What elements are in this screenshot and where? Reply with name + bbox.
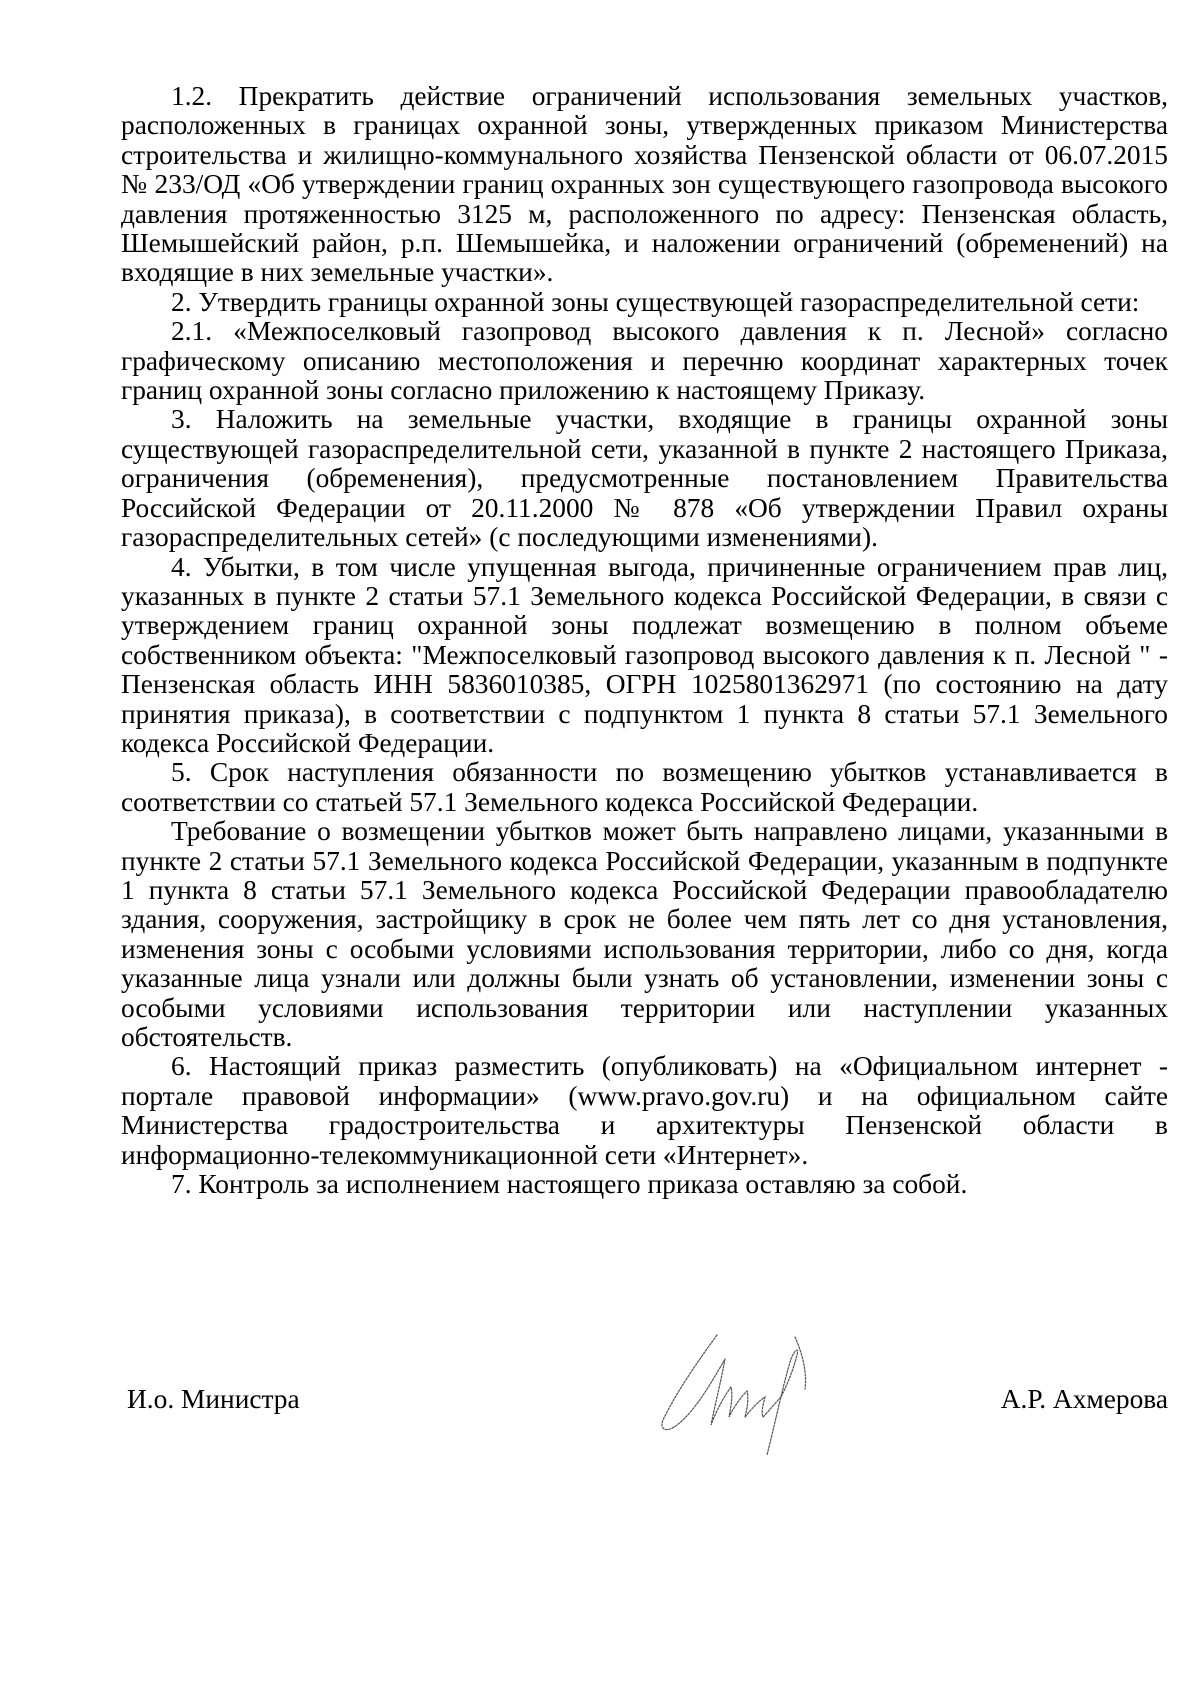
paragraph-7: 7. Контроль за исполнением настоящего приказа оставляю за собой. [171, 1169, 968, 1200]
paragraph-5: 5. Срок наступления обязанности по возмещению убытков устанавливается в соответствии со статьей 57.1 Земельного кодекса Российской Федерации. [121, 757, 1168, 817]
paragraph-3: 3. Наложить на земельные участки, входящие в границы охранной зоны существующей газораспределительной сети, указанной в пункте 2 настоящего Приказа, ограничения (обременения), предусмотренные постановлением Правительства Российской Федерации от 20.11.2000 № 878 «Об утверждении Правил охраны газораспределительных сетей» (с последующими изменениями). [121, 404, 1168, 553]
paragraph-1-2: 1.2. Прекратить действие ограничений использования земельных участков, расположенных в границах охранной зоны, утвержденных приказом Министерства строительства и жилищно-коммунального хозяйства Пензенской области от 06.07.2015 № 233/ОД «Об утверждении границ охранных зон существующего газопровода высокого давления протяженностью 3125 м, расположенного по адресу: Пензенская область, Шемышейский район, р.п. Шемышейка, и наложении ограничений (обременений) на входящие в них земельные участки». [121, 81, 1168, 288]
signature-block [121, 1385, 1168, 1435]
paragraph-2-1: 2.1. «Межпоселковый газопровод высокого давления к п. Лесной» согласно графическому описанию местоположения и перечню координат характерных точек границ охранной зоны согласно приложению к настоящему Приказу. [121, 316, 1168, 406]
signatory-position: И.о. Министра [127, 1384, 300, 1414]
paragraph-2: 2. Утвердить границы охранной зоны существующей газораспределительной сети: [171, 286, 1140, 317]
paragraph-6: 6. Настоящий приказ разместить (опубликовать) на «Официальном интернет - портале правовой информации» (www.pravo.gov.ru) и на официальном сайте Министерства градостроительства и архитектуры Пензенской области в информационно-телекоммуникационной сети «Интернет». [121, 1051, 1168, 1170]
paragraph-4: 4. Убытки, в том числе упущенная выгода, причиненные ограничением прав лиц, указанных в пункте 2 статьи 57.1 Земельного кодекса Российской Федерации, в связи с утверждением границ охранной зоны подлежат возмещению в полном объеме собственником объекта: "Межпоселковый газопровод высокого давления к п. Лесной " - Пензенская область ИНН 5836010385, ОГРН 1025801362971 (по состоянию на дату принятия приказа), в соответствии с подпунктом 1 пункта 8 статьи 57.1 Земельного кодекса Российской Федерации. [121, 551, 1168, 758]
handwritten-signature [655, 1325, 845, 1475]
document-body [121, 82, 1168, 1199]
paragraph-5-claim: Требование о возмещении убытков может быть направлено лицами, указанными в пункте 2 статьи 57.1 Земельного кодекса Российской Федерации, указанным в подпункте 1 пункта 8 статьи 57.1 Земельного кодекса Российской Федерации правообладателю здания, сооружения, застройщику в срок не более чем пять лет со дня установления, изменения зоны с особыми условиями использования территории, либо со дня, когда указанные лица узнали или должны были узнать об установлении, изменении зоны с особыми условиями использования территории или наступлении указанных обстоятельств. [121, 816, 1168, 1052]
signatory-name: А.Р. Ахмерова [1000, 1384, 1168, 1414]
